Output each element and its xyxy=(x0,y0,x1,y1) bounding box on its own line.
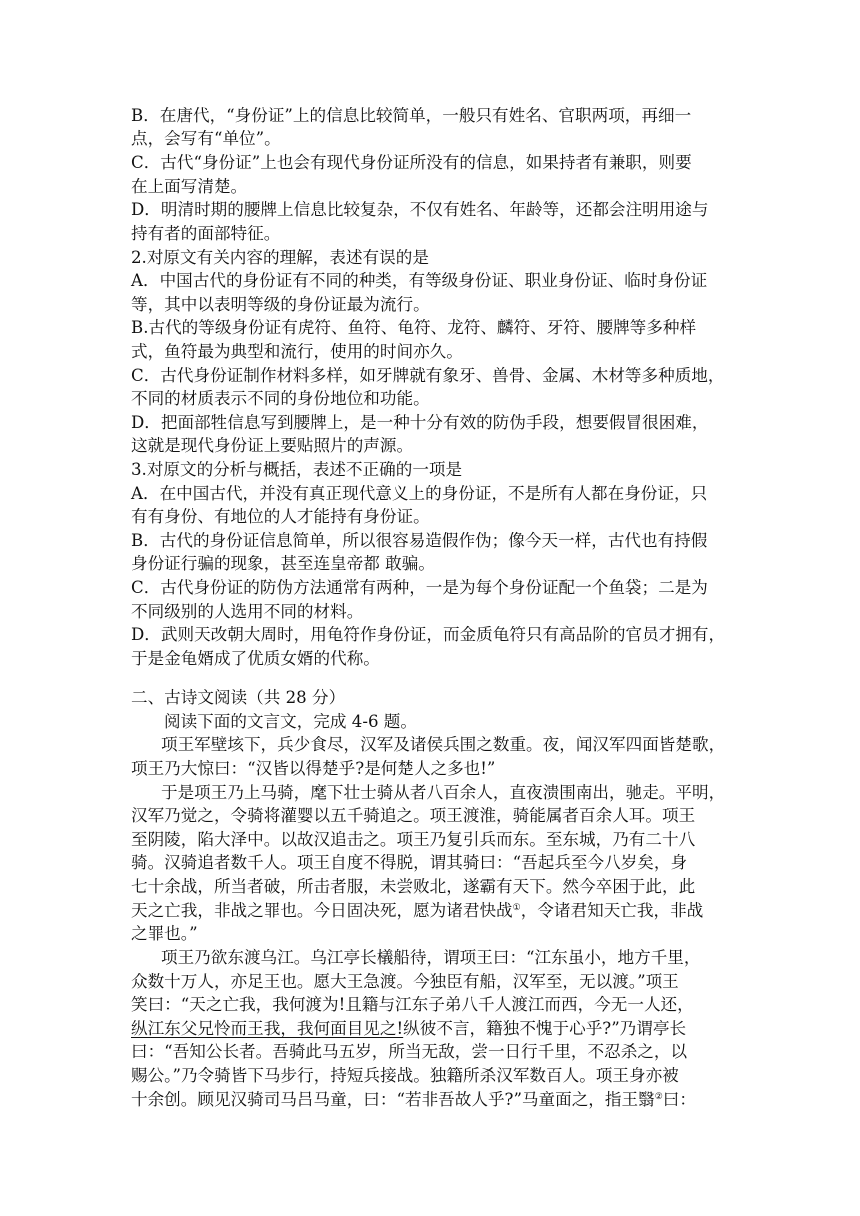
option-1d-line-2: 持有者的面部特征。 xyxy=(131,224,281,243)
passage-p2-line-6 xyxy=(131,899,741,923)
passage-p3-line-1: 项王乃欲东渡乌江。乌江亭长檥船待，谓项王曰：“江东虽小，地方千里， xyxy=(161,948,701,967)
option-2a-line-1: A．中国古代的身份证有不同的种类，有等级身份证、职业身份证、临时身份证 xyxy=(131,271,708,290)
underlined-sentence: 纵江东父兄怜而王我，我何面目见之! xyxy=(131,1019,404,1038)
passage-p3-line-7-text-a: 十余创。顾见汉骑司马吕马童，曰：“若非吾故人乎?”马童面之，指王翳 xyxy=(131,1090,655,1109)
section-2-title: 二、古诗文阅读（共 28 分） xyxy=(131,688,346,707)
passage-p3-line-4-rest: 纵彼不言，籍独不愧于心乎?”乃谓亭长 xyxy=(403,1019,687,1038)
option-1d-line-1: D．明清时期的腰牌上信息比较复杂，不仅有姓名、年龄等，还都会注明用途与 xyxy=(131,200,709,219)
passage-p2-line-6-text-a: 天之亡我，非战之罪也。今日固决死，愿为诸君快战 xyxy=(131,901,513,920)
footnote-marker-1: ① xyxy=(512,903,521,913)
option-2c-line-2: 不同的材质表示不同的身份地位和功能。 xyxy=(131,389,430,408)
option-3d-line-2: 于是金龟婿成了优质女婿的代称。 xyxy=(131,649,380,668)
passage-p3-line-4 xyxy=(131,1017,741,1041)
passage-p3-line-6: 赐公。”乃令骑皆下马步行，持短兵接战。独籍所杀汉军数百人。项王身亦被 xyxy=(131,1066,679,1085)
passage-p3-line-2: 众数十万人，亦足王也。愿大王急渡。今独臣有船，汉军至，无以渡。”项王 xyxy=(131,972,679,991)
option-2d-line-2: 这就是现代身份证上要贴照片的声源。 xyxy=(131,436,414,455)
passage-p2-line-1: 于是项王乃上马骑，麾下壮士骑从者八百余人，直夜溃围南出，驰走。平明， xyxy=(161,783,726,802)
passage-p3-line-7-text-b: 曰： xyxy=(662,1090,696,1109)
passage-p2-line-4: 骑。汉骑追者数千人。项王自度不得脱，谓其骑曰：“吾起兵至今八岁矣，身 xyxy=(131,853,688,872)
option-2b-line-2: 式，鱼符最为典型和流行，使用的时间亦久。 xyxy=(131,342,463,361)
passage-p3-line-7 xyxy=(131,1088,741,1112)
option-1b-line-2: 点，会写有“单位”。 xyxy=(131,129,281,148)
passage-p1-line-2: 项王乃大惊曰：“汉皆以得楚乎?是何楚人之多也!” xyxy=(131,759,496,778)
option-3c-line-2: 不同级别的人选用不同的材料。 xyxy=(131,602,364,621)
footnote-marker-2: ② xyxy=(654,1092,663,1102)
question-2-stem: 2.对原文有关内容的理解，表述有误的是 xyxy=(131,248,429,267)
option-2b-line-1: B.古代的等级身份证有虎符、鱼符、龟符、龙符、麟符、牙符、腰牌等多种样 xyxy=(131,318,697,337)
option-2d-line-1: D．把面部牲信息写到腰牌上，是一种十分有效的防伪手段，想要假冒很困难， xyxy=(131,413,709,432)
option-3b-line-2: 身份证行骗的现象，甚至连皇帝都 敢骗。 xyxy=(131,554,435,573)
option-1c-line-1: C．古代“身份证”上也会有现代身份证所没有的信息，如果持者有兼职，则要 xyxy=(131,153,692,172)
option-1c-line-2: 在上面写清楚。 xyxy=(131,177,248,196)
passage-p2-line-2: 汉军乃觉之，令骑将灌婴以五千骑追之。项王渡淮，骑能属者百余人耳。项王 xyxy=(131,806,696,825)
option-3b-line-1: B．古代的身份证信息简单，所以很容易造假作伪；像今天一样，古代也有持假 xyxy=(131,531,708,550)
question-3-stem: 3.对原文的分析与概括，表述不正确的一项是 xyxy=(131,460,463,479)
option-2a-line-2: 等，其中以表明等级的身份证最为流行。 xyxy=(131,295,430,314)
option-1b-line-1: B．在唐代，“身份证”上的信息比较简单，一般只有姓名、官职两项，再细一 xyxy=(131,106,692,125)
passage-p2-line-5: 七十余战，所当者破，所击者服，未尝败北，遂霸有天下。然今卒困于此，此 xyxy=(131,877,696,896)
passage-p2-line-6-text-b: ，令诸君知天亡我，非战 xyxy=(520,901,704,920)
option-2c-line-1: C．古代身份证制作材料多样，如牙牌就有象牙、兽骨、金属、木材等多种质地， xyxy=(131,366,725,385)
option-3a-line-1: A．在中国古代，并没有真正现代意义上的身份证，不是所有人都在身份证，只 xyxy=(131,484,708,503)
passage-p1-line-1: 项王军壁垓下，兵少食尽，汉军及诸侯兵围之数重。夜，闻汉军四面皆楚歌， xyxy=(161,735,726,754)
passage-p2-line-7: 之罪也。” xyxy=(131,924,198,943)
option-3d-line-1: D．武则天改朝大周时，用龟符作身份证，而金质龟符只有高品阶的官员才拥有， xyxy=(131,625,726,644)
section-2-instruction: 阅读下面的文言文，完成 4-6 题。 xyxy=(164,712,417,731)
option-3c-line-1: C．古代身份证的防伪方法通常有两种，一是为每个身份证配一个鱼袋；二是为 xyxy=(131,578,708,597)
passage-p2-line-3: 至阴陵，陷大泽中。以故汉追击之。项王乃复引兵而东。至东城，乃有二十八 xyxy=(131,830,696,849)
option-3a-line-2: 有有身份、有地位的人才能持有身份证。 xyxy=(131,507,430,526)
passage-p3-line-3: 笑曰：“天之亡我，我何渡为!且籍与江东子弟八千人渡江而西，今无一人还， xyxy=(131,995,694,1014)
passage-p3-line-5: 曰：“吾知公长者。吾骑此马五岁，所当无敌，尝一日行千里，不忍杀之，以 xyxy=(131,1042,688,1061)
